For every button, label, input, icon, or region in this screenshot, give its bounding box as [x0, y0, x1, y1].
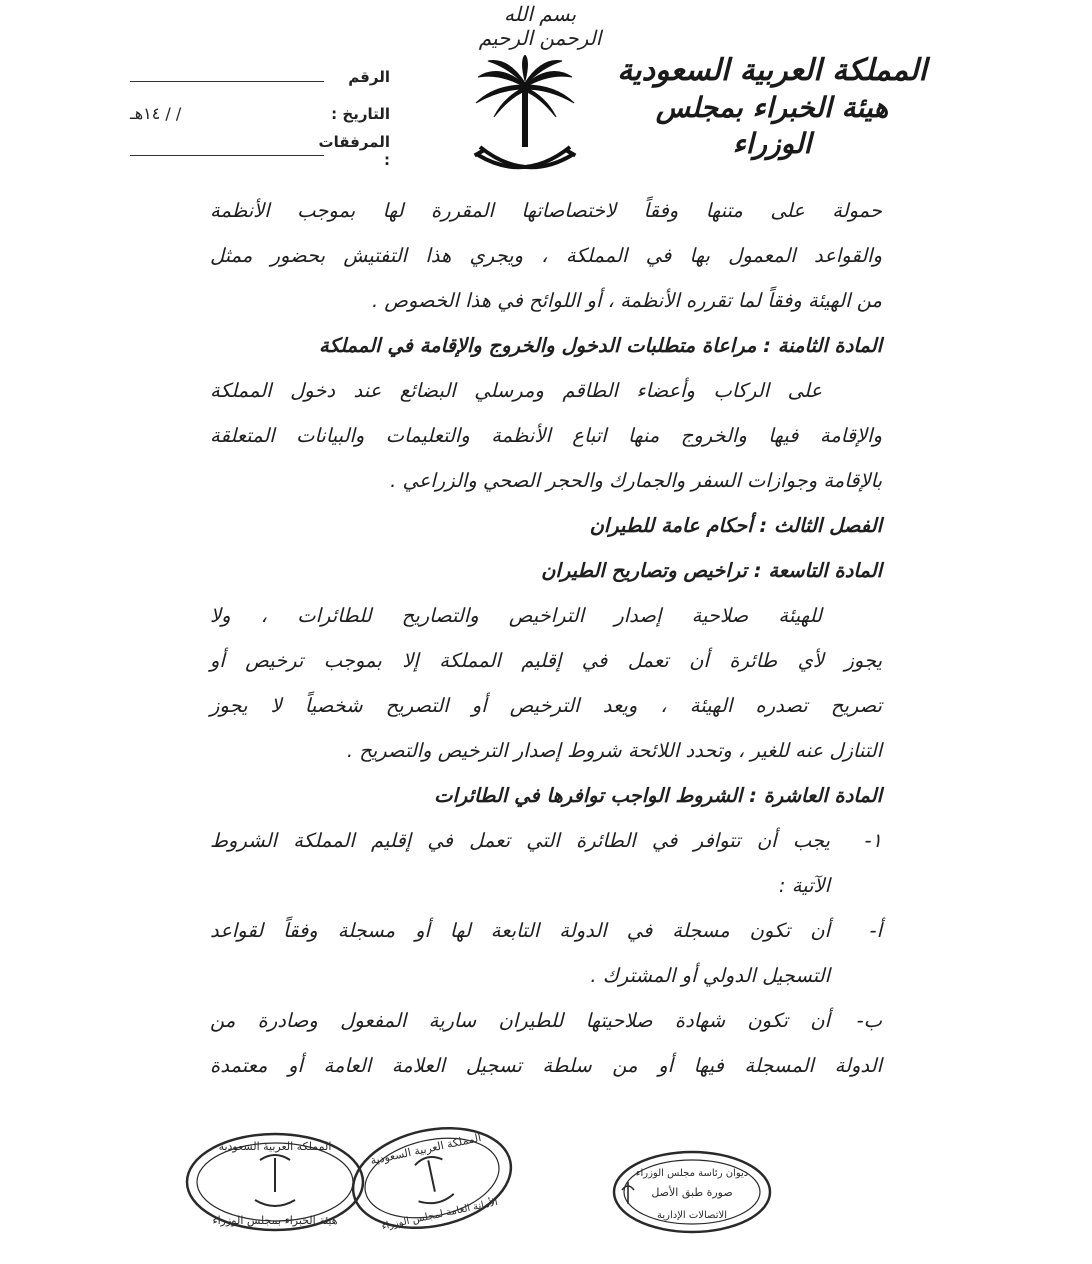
stamp-text: صورة طبق الأصل — [651, 1186, 733, 1199]
reference-date-label: التاريخ : — [331, 104, 390, 123]
article-eight-heading: المادة الثامنة : مراعاة متطلبات الدخول والخروج والإقامة في المملكة — [318, 334, 882, 357]
list-item-line: التسجيل الدولي أو المشترك . — [590, 964, 830, 987]
kingdom-name: المملكة العربية السعودية — [617, 53, 927, 88]
list-item — [210, 908, 882, 998]
official-stamps — [0, 1120, 1092, 1260]
body-line: الدولة المسجلة فيها أو من سلطة تسجيل العلامة العامة أو معتمدة — [210, 1054, 882, 1077]
reference-number-label: الرقم — [348, 67, 390, 86]
list-item-line: أن تكون شهادة صلاحيتها للطيران سارية المفعول وصادرة من — [210, 1009, 830, 1032]
body-line: التنازل عنه للغير ، وتحدد اللائحة شروط إصدار الترخيص والتصريح . — [346, 739, 882, 762]
certified-copy-stamp — [614, 1152, 770, 1232]
chapter-three-heading: الفصل الثالث : أحكام عامة للطيران — [589, 514, 882, 537]
list-item — [210, 818, 882, 908]
body-line: حمولة على متنها وفقاً لاختصاصاتها المقررة لها بموجب الأنظمة — [210, 199, 882, 222]
stamp-text: الأمانة العامة لمجلس الوزراء — [380, 1196, 499, 1233]
reference-number-line — [130, 71, 324, 82]
stamp-text: المملكة العربية السعودية — [218, 1140, 332, 1153]
agency-name: هيئة الخبراء بمجلس الوزراء — [655, 91, 889, 160]
document-body — [210, 188, 882, 1088]
list-item-line: يجب أن تتوافر في الطائرة التي تعمل في إقليم المملكة الشروط — [210, 829, 830, 852]
agency-stamp — [187, 1134, 363, 1230]
reference-attachments-label: المرفقات : — [318, 132, 390, 169]
article-nine-heading: المادة التاسعة : تراخيص وتصاريح الطيران — [541, 559, 882, 582]
body-line: يجوز لأي طائرة أن تعمل في إقليم المملكة إلا بموجب ترخيص أو — [210, 649, 882, 672]
body-line: للهيئة صلاحية إصدار التراخيص والتصاريح للطائرات ، ولا — [210, 604, 822, 627]
letterhead-title — [612, 52, 932, 162]
body-line: والإقامة فيها والخروج منها اتباع الأنظمة والتعليمات والبيانات المتعلقة — [210, 424, 882, 447]
body-line: بالإقامة وجوازات السفر والجمارك والحجر الصحي والزراعي . — [390, 469, 882, 492]
list-item-line: أن تكون مسجلة في الدولة التابعة لها أو مسجلة وفقاً لقواعد — [210, 919, 830, 942]
list-item — [210, 998, 882, 1043]
stamp-text: هيئة الخبراء بمجلس الوزراء — [212, 1214, 338, 1227]
body-line: من الهيئة وفقاً لما تقرره الأنظمة ، أو اللوائح في هذا الخصوص . — [372, 289, 882, 312]
reference-attachments-row — [130, 132, 390, 169]
stamp-text: الاتصالات الإدارية — [657, 1210, 727, 1221]
body-line: على الركاب وأعضاء الطاقم ومرسلي البضائع عند دخول المملكة — [210, 379, 822, 402]
palm-swords-emblem-icon — [470, 55, 580, 180]
list-marker: ب- — [856, 1009, 882, 1032]
reference-date-value: / / ١٤هـ — [130, 104, 182, 123]
reference-attachments-line — [130, 145, 324, 156]
reference-date-row — [130, 95, 390, 132]
list-item-line: الآتية : — [778, 874, 830, 897]
body-line: والقواعد المعمول بها في المملكة ، ويجري هذا التفتيش بحضور ممثل — [210, 244, 882, 267]
list-marker: ١- — [864, 829, 882, 852]
reference-fields — [130, 58, 390, 169]
stamp-text: ديوان رئاسة مجلس الوزراء — [635, 1168, 749, 1179]
reference-number-row — [130, 58, 390, 95]
stamp-text: المملكة العربية السعودية — [369, 1131, 483, 1168]
list-marker: أ- — [869, 919, 882, 942]
secretariat-stamp — [344, 1120, 520, 1242]
body-line: تصريح تصدره الهيئة ، ويعد الترخيص أو التصريح شخصياً لا يجوز — [210, 694, 882, 717]
article-ten-heading: المادة العاشرة : الشروط الواجب توافرها في الطائرات — [434, 784, 882, 807]
basmala: بسم الله الرحمن الرحيم — [478, 2, 602, 50]
